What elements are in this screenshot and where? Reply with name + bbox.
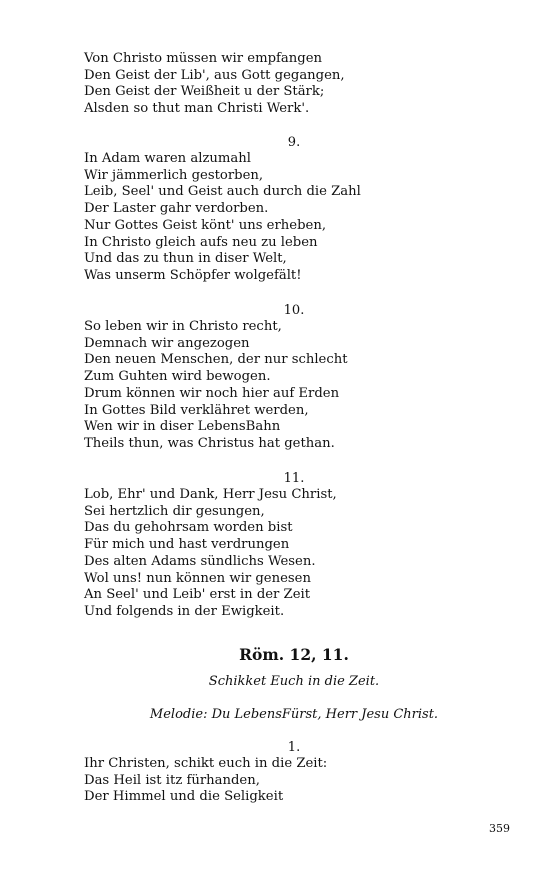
verse-line: Sei hertzlich dir gesungen, (84, 503, 265, 519)
stanza-number: 9. (287, 135, 301, 150)
verse-line: Und das zu thun in diser Welt, (84, 251, 287, 267)
verse-line: Der Himmel und die Seligkeit (84, 789, 284, 805)
verse-line: Den Geist der Lib', aus Gott gegangen, (84, 67, 345, 83)
page-number: 359 (489, 822, 510, 835)
verse-line: An Seel' und Leib' erst in der Zeit (84, 587, 311, 603)
verse-line: Den Geist der Weißheit u der Stärk; (84, 84, 325, 100)
verse-line: Den neuen Menschen, der nur schlecht (84, 352, 348, 368)
verse-line: So leben wir in Christo recht, (84, 319, 282, 334)
hymn-heading: Röm. 12, 11. (239, 645, 349, 664)
verse-line: Ihr Christen, schikt euch in die Zeit: (84, 756, 328, 771)
hymn-melody: Melodie: Du LebensFürst, Herr Jesu Christ. (149, 707, 439, 722)
verse-line: Lob, Ehr' und Dank, Herr Jesu Christ, (84, 487, 337, 502)
verse-line: Was unserm Schöpfer wolgefält! (84, 267, 302, 283)
stanza-10 (84, 319, 504, 453)
verse-line: Für mich und hast verdrungen (84, 537, 290, 553)
stanza-11 (84, 487, 504, 621)
verse-line: Theils thun, was Christus hat gethan. (84, 435, 335, 451)
stanza-number: 1. (287, 740, 301, 755)
verse-line: In Gottes Bild verklähret werden, (84, 402, 309, 418)
verse-line: Demnach wir angezogen (84, 335, 250, 351)
hymn-subtitle: Schikket Euch in die Zeit. (208, 674, 380, 689)
stanza-number: 10. (283, 303, 305, 318)
verse-line: Nur Gottes Geist könt' uns erheben, (84, 217, 327, 233)
verse-line: Zum Guhten wird bewogen. (84, 369, 271, 385)
verse-line: Wir jämmerlich gestorben, (84, 167, 264, 183)
verse-line: Wen wir in diser LebensBahn (84, 419, 281, 435)
verse-line: In Adam waren alzumahl (84, 151, 251, 166)
verse-line: Des alten Adams sündlichs Wesen. (84, 553, 316, 569)
verse-line: Und folgends in der Ewigkeit. (84, 603, 285, 619)
hymn-stanza-1 (84, 756, 504, 806)
stanza-8-tail (84, 51, 504, 118)
verse-line: Drum können wir noch hier auf Erden (84, 385, 340, 401)
verse-line: Wol uns! nun können wir genesen (84, 570, 311, 586)
stanza-number: 11. (283, 471, 305, 486)
verse-line: In Christo gleich aufs neu zu leben (84, 234, 318, 250)
verse-line: Alsden so thut man Christi Werk'. (84, 101, 310, 117)
verse-line: Leib, Seel' und Geist auch durch die Zahl (84, 184, 361, 200)
verse-line: Das du gehohrsam worden bist (84, 520, 293, 536)
verse-line: Der Laster gahr verdorben. (84, 201, 269, 217)
stanza-9 (84, 151, 504, 285)
verse-line: Das Heil ist itz fürhanden, (84, 772, 260, 788)
verse-line: Von Christo müssen wir empfangen (84, 51, 322, 66)
